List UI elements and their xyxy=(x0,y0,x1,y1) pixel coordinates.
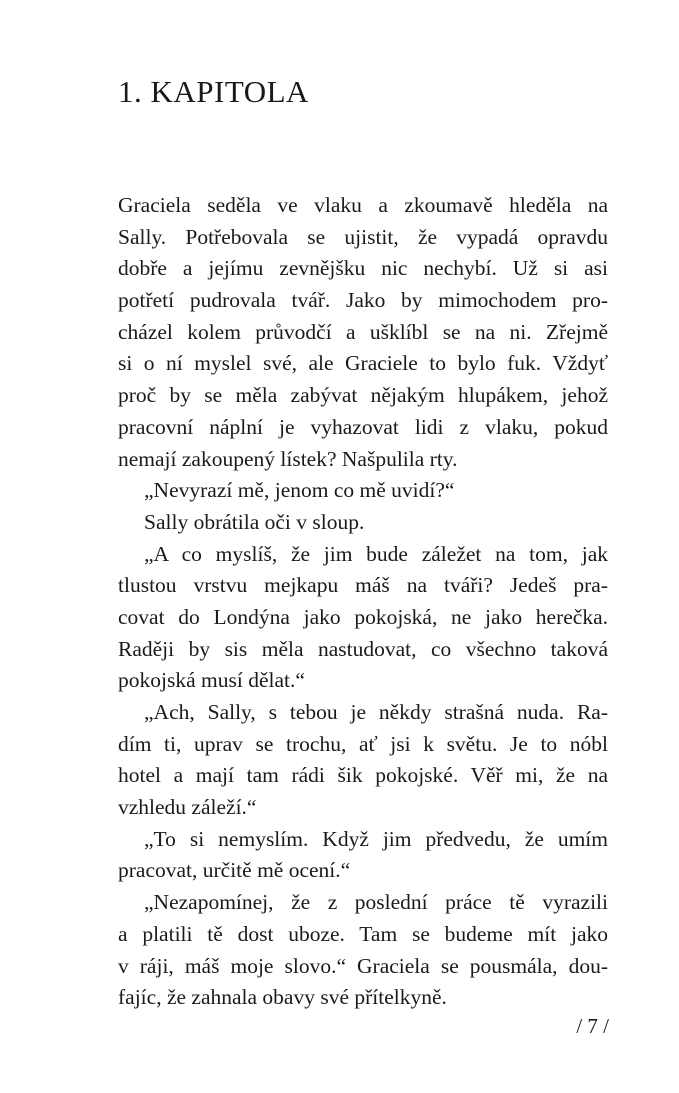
paragraph xyxy=(118,539,608,697)
text-line: v ráji, máš moje slovo.“ Graciela se pousmála, dou- xyxy=(118,953,608,978)
text-line: cházel kolem průvodčí a ušklíbl se na ni. Zřejmě xyxy=(118,319,608,344)
paragraph xyxy=(118,475,608,507)
text-line: pracovat, určitě mě ocení.“ xyxy=(118,858,351,883)
paragraph xyxy=(118,507,608,539)
text-line: Graciela seděla ve vlaku a zkoumavě hleděla na xyxy=(118,193,608,217)
text-line: pokojská musí dělat.“ xyxy=(118,668,305,693)
text-line: Raději by sis měla nastudovat, co všechno taková xyxy=(118,636,608,661)
text-line: a platili tě dost uboze. Tam se budeme mít jako xyxy=(118,921,608,946)
body-text xyxy=(118,190,608,1014)
text-line: potřetí pudrovala tvář. Jako by mimochodem pro- xyxy=(118,288,608,313)
text-line: nemají zakoupený lístek? Našpulila rty. xyxy=(118,446,458,471)
text-line: „Nezapomínej, že z poslední práce tě vyrazili xyxy=(144,890,608,915)
text-line: dobře a jejímu zevnějšku nic nechybí. Už si asi xyxy=(118,256,608,281)
paragraph xyxy=(118,824,608,887)
paragraph xyxy=(118,190,608,475)
text-line: „A co myslíš, že jim bude záležet na tom, jak xyxy=(144,541,608,566)
text-line: „Ach, Sally, s tebou je někdy strašná nuda. Ra- xyxy=(144,700,608,724)
text-line: si o ní myslel své, ale Graciele to bylo fuk. Vždyť xyxy=(118,351,608,376)
text-line: fajíc, že zahnala obavy své přítelkyně. xyxy=(118,985,447,1010)
text-line: „Nevyrazí mě, jenom co mě uvidí?“ xyxy=(144,478,455,503)
text-line: tlustou vrstvu mejkapu máš na tváři? Jedeš pra- xyxy=(118,573,608,598)
text-line: hotel a mají tam rádi šik pokojské. Věř mi, že na xyxy=(118,763,608,788)
text-line: „To si nemyslím. Když jim předvedu, že umím xyxy=(144,826,608,851)
page-number: / 7 / xyxy=(576,1014,609,1038)
text-line: proč by se měla zabývat nějakým hlupákem, jehož xyxy=(118,383,608,408)
text-line: Sally obrátila oči v sloup. xyxy=(144,509,365,534)
text-line: vzhledu záleží.“ xyxy=(118,795,257,820)
paragraph xyxy=(118,697,608,824)
text-line: covat do Londýna jako pokojská, ne jako herečka. xyxy=(118,604,608,629)
text-line: pracovní náplní je vyhazovat lidi z vlaku, pokud xyxy=(118,414,608,439)
paragraph xyxy=(118,887,608,1014)
text-line: dím ti, uprav se trochu, ať jsi k světu. Je to nóbl xyxy=(118,731,608,756)
text-line: Sally. Potřebovala se ujistit, že vypadá opravdu xyxy=(118,224,608,249)
chapter-title: 1. KAPITOLA xyxy=(118,74,309,109)
